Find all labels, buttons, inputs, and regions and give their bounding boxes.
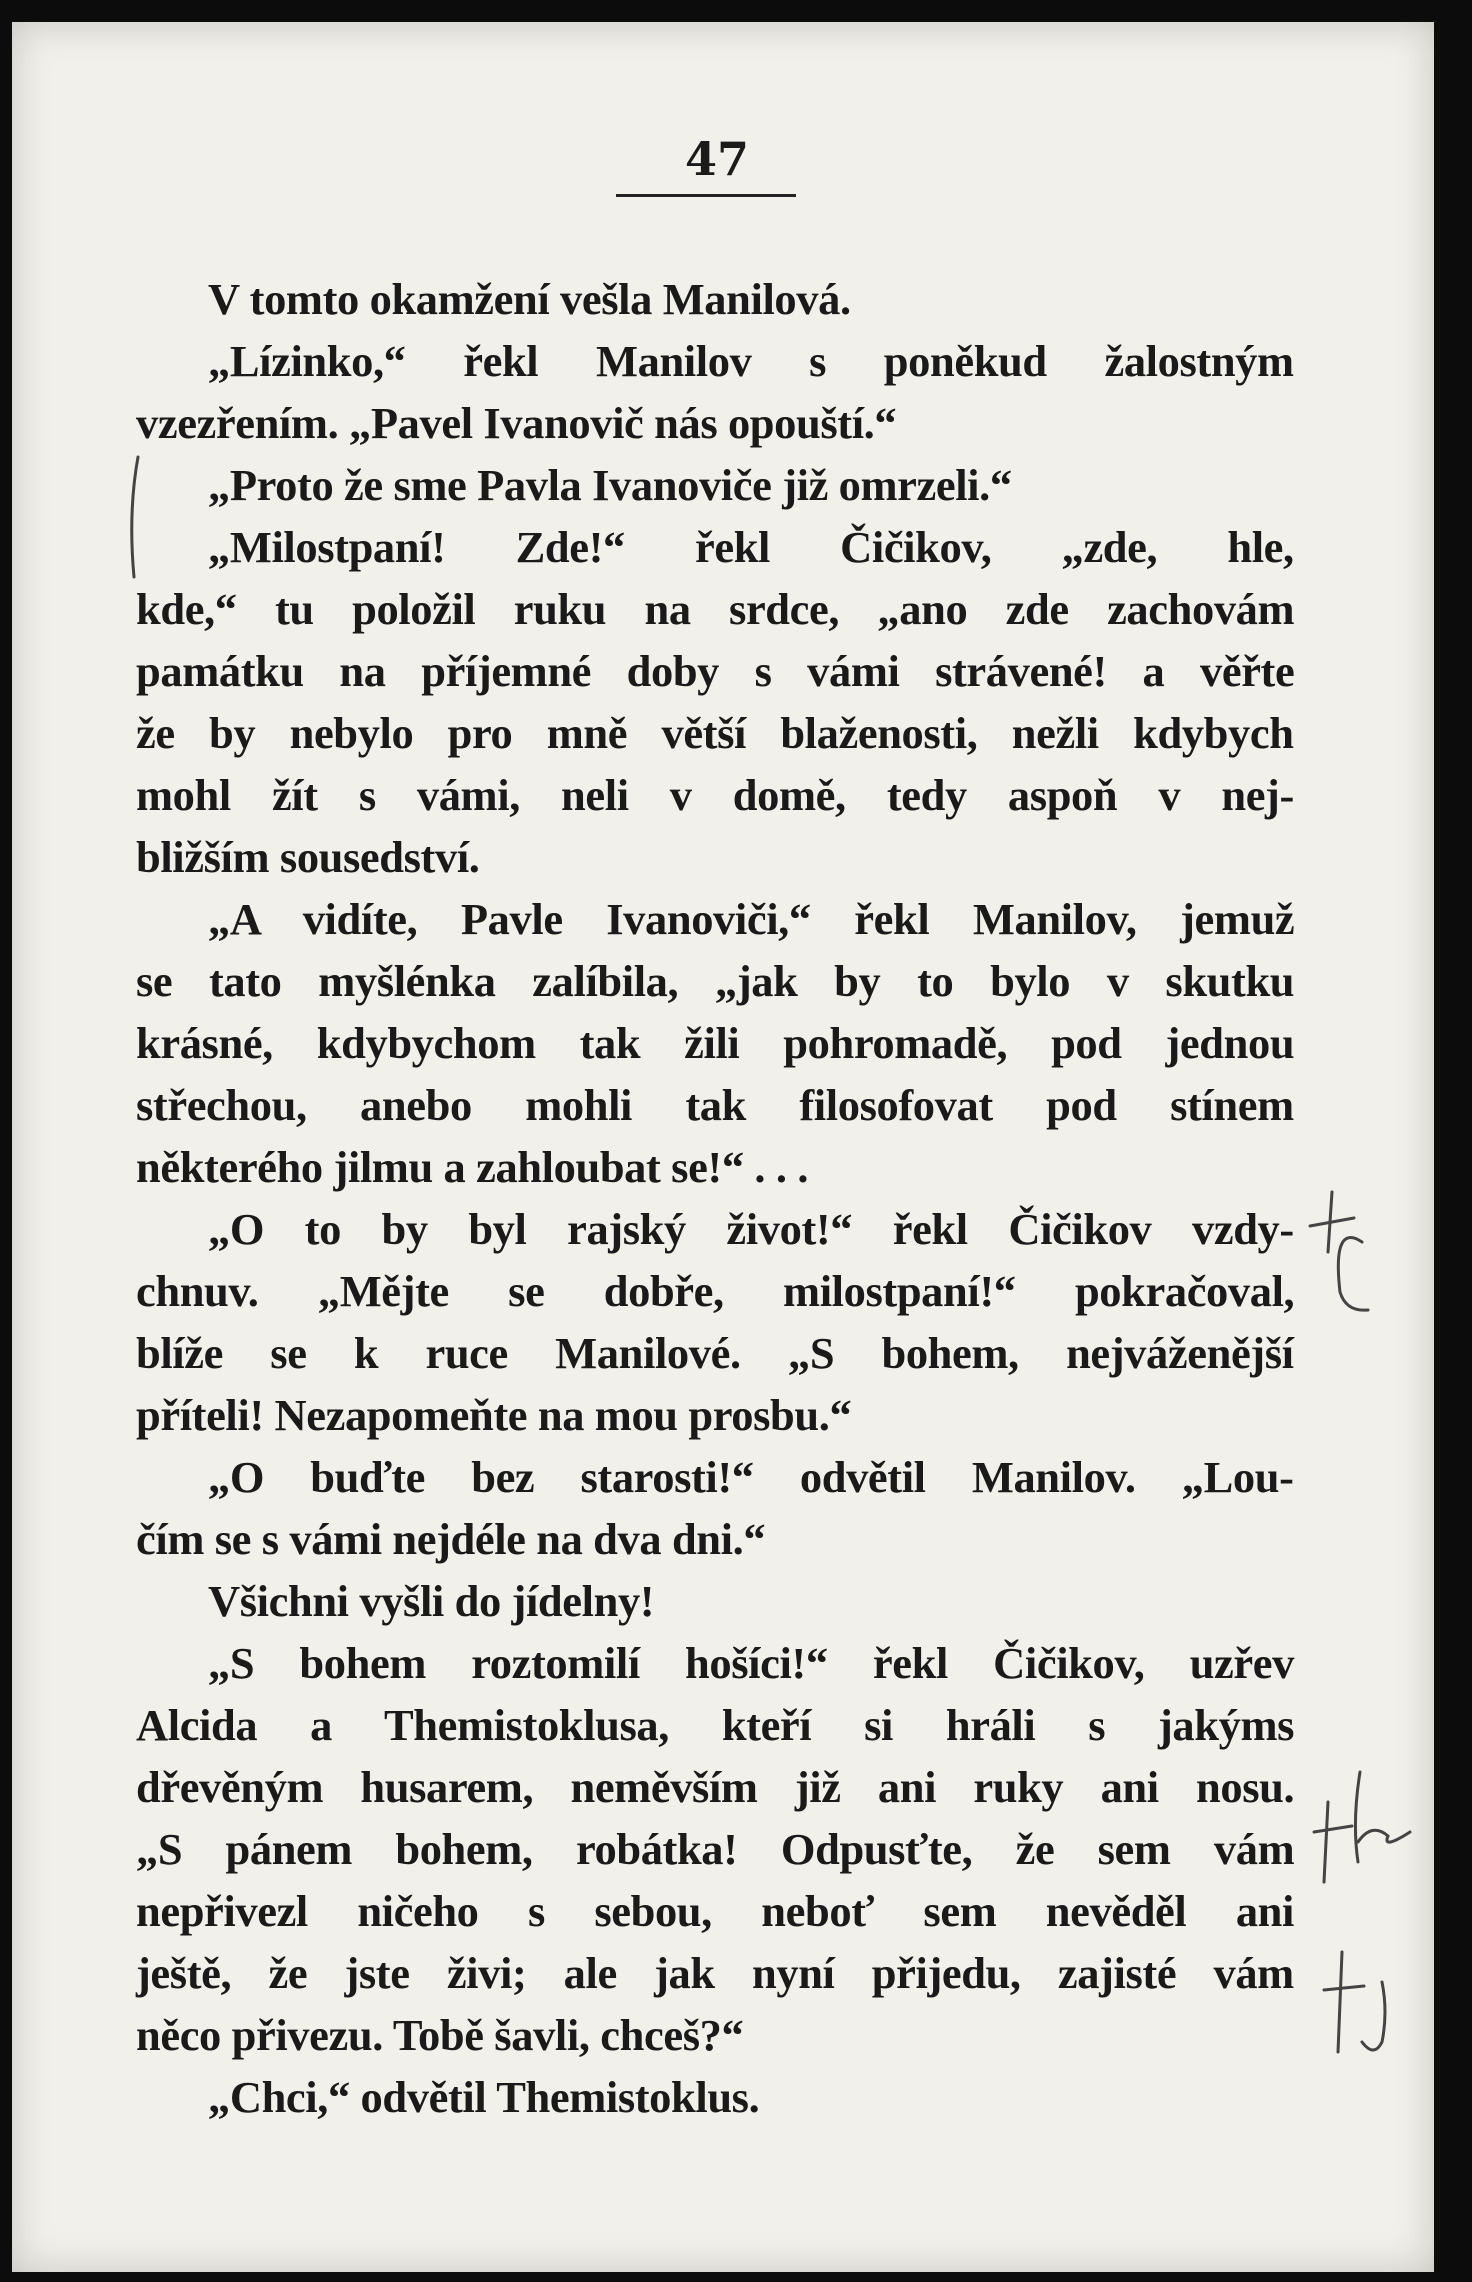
text-line: nepřivezl ničeho s sebou, neboť sem nevěděl ani <box>136 1886 1294 1936</box>
text-line: „O buďte bez starosti!“ odvětil Manilov. „Lou- <box>208 1452 1294 1502</box>
text-line: „Lízinko,“ řekl Manilov s poněkud žalostným <box>208 336 1294 386</box>
text-line: dřevěným husarem, neměvším již ani ruky ani nosu. <box>136 1762 1295 1812</box>
text-line: mohl žít s vámi, neli v domě, tedy aspoň v nej- <box>136 770 1294 820</box>
text-line: „S pánem bohem, robátka! Odpusťte, že sem vám <box>136 1824 1295 1874</box>
text-line: „Chci,“ odvětil Themistoklus. <box>208 2072 760 2122</box>
text-line: kde,“ tu položil ruku na srdce, „ano zde zachovám <box>136 584 1295 634</box>
text-line: V tomto okamžení vešla Manilová. <box>208 274 851 324</box>
margin-pencil-mark <box>1302 1182 1372 1332</box>
margin-pencil-mark <box>1322 1942 1422 2072</box>
paragraph <box>136 888 1294 1198</box>
text-line: památku na příjemné doby s vámi strávené! a věřte <box>136 646 1295 696</box>
text-line: Všichni vyšli do jídelny! <box>208 1576 655 1626</box>
body-text <box>136 268 1294 2128</box>
text-line: něco přivezu. Tobě šavli, chceš?“ <box>136 2010 744 2060</box>
text-line: Alcida a Themistoklusa, kteří si hráli s jakýms <box>136 1700 1295 1750</box>
margin-pencil-mark <box>120 452 150 582</box>
paragraph <box>136 2066 1294 2128</box>
text-line: že by nebylo pro mně větší blaženosti, nežli kdybych <box>136 708 1294 758</box>
text-line: bližším sousedství. <box>136 832 480 882</box>
margin-pencil-mark <box>1312 1762 1432 1892</box>
text-line: „Milostpaní! Zde!“ řekl Čičikov, „zde, hle, <box>208 522 1294 572</box>
text-line: některého jilmu a zahloubat se!“ . . . <box>136 1142 809 1192</box>
text-line: čím se s vámi nejdéle na dva dni.“ <box>136 1514 766 1564</box>
text-line: střechou, anebo mohli tak filosofovat pod stínem <box>136 1080 1294 1130</box>
paragraph <box>136 516 1294 888</box>
paragraph <box>136 454 1294 516</box>
paragraph <box>136 330 1294 454</box>
paragraph <box>136 1632 1294 2066</box>
text-line: „O to by byl rajský život!“ řekl Čičikov vzdy- <box>208 1204 1294 1254</box>
paragraph <box>136 1570 1294 1632</box>
text-line: krásné, kdybychom tak žili pohromadě, pod jednou <box>136 1018 1295 1068</box>
header-rule <box>616 194 796 197</box>
text-line: chnuv. „Mějte se dobře, milostpaní!“ pokračoval, <box>136 1266 1295 1316</box>
text-line: „S bohem roztomilí hošíci!“ řekl Čičikov, uzřev <box>208 1638 1294 1688</box>
text-line: vzezřením. „Pavel Ivanovič nás opouští.“ <box>136 398 897 448</box>
paragraph <box>136 1446 1294 1570</box>
book-page <box>12 22 1434 2272</box>
text-line: příteli! Nezapomeňte na mou prosbu.“ <box>136 1390 852 1440</box>
text-line: „A vidíte, Pavle Ivanoviči,“ řekl Manilov, jemuž <box>208 894 1295 944</box>
text-line: „Proto že sme Pavla Ivanoviče již omrzeli.“ <box>208 460 1012 510</box>
text-line: blíže se k ruce Manilové. „S bohem, nejváženější <box>136 1328 1294 1378</box>
paragraph <box>136 268 1294 330</box>
paragraph <box>136 1198 1294 1446</box>
page-number: 47 <box>684 132 749 186</box>
text-line: se tato myšlénka zalíbila, „jak by to bylo v skutku <box>136 956 1295 1006</box>
text-line: ještě, že jste živi; ale jak nyní přijedu, zajisté vám <box>136 1948 1294 1998</box>
